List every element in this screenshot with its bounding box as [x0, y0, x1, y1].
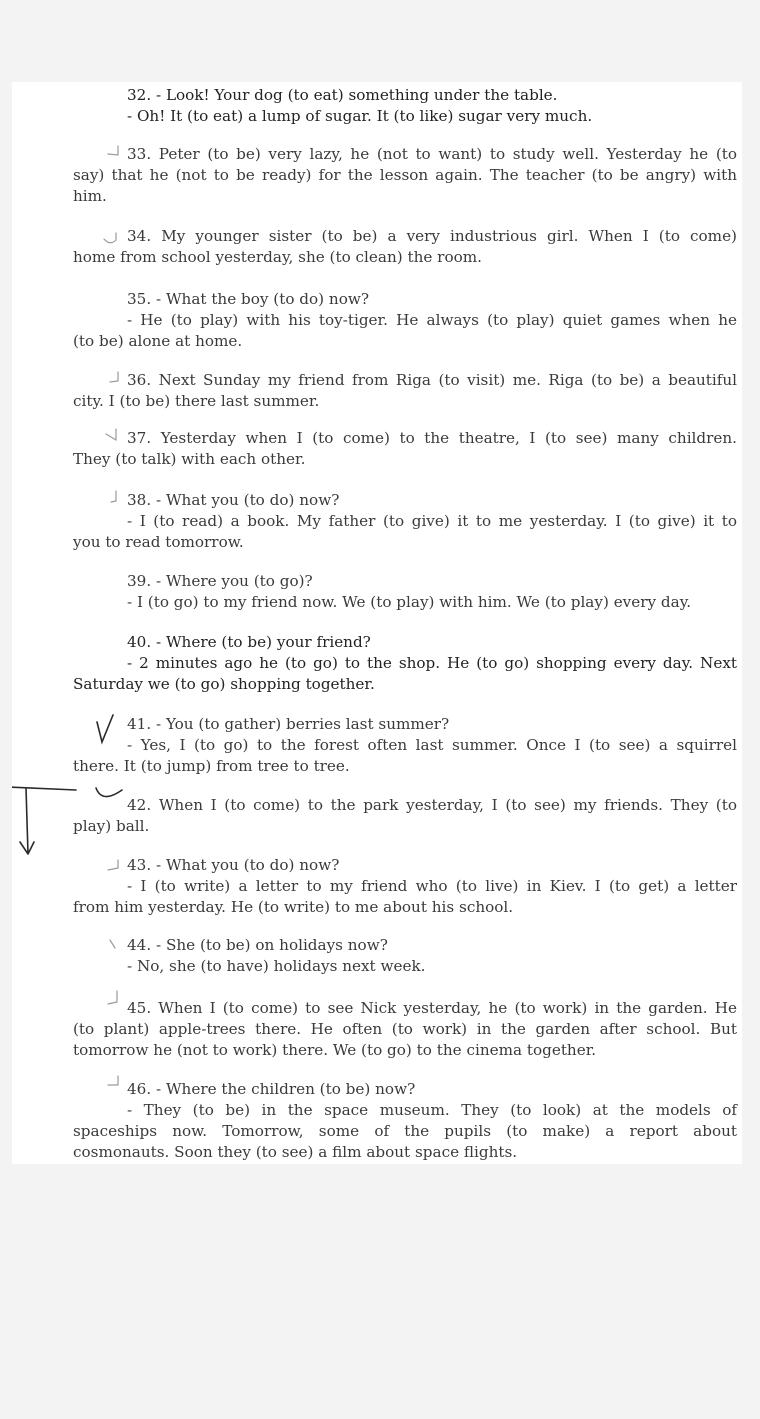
exercise-line: They (to talk) with each other. [73, 450, 306, 468]
exercise-46 [73, 1079, 737, 1163]
exercise-line: 36. Next Sunday my friend from Riga (to visit) me. Riga (to be) a beautiful [127, 371, 737, 389]
exercise-line: 44. - She (to be) on holidays now? [127, 936, 388, 954]
exercise-line: play) ball. [73, 817, 150, 835]
exercise-line: - 2 minutes ago he (to go) to the shop. He (to go) shopping every day. Next [127, 654, 737, 672]
exercise-line: Saturday we (to go) shopping together. [73, 675, 375, 693]
exercise-line: 35. - What the boy (to do) now? [127, 290, 369, 308]
exercise-line: there. It (to jump) from tree to tree. [73, 757, 350, 775]
exercise-34 [73, 226, 737, 268]
exercise-line: (to be) alone at home. [73, 332, 243, 350]
exercise-line: 33. Peter (to be) very lazy, he (not to want) to study well. Yesterday he (to [127, 145, 737, 163]
exercise-33 [73, 144, 737, 207]
exercise-44 [73, 935, 737, 977]
exercise-line: - Yes, I (to go) to the forest often last summer. Once I (to see) a squirrel [127, 736, 737, 754]
exercise-line: 41. - You (to gather) berries last summer? [127, 715, 450, 733]
exercise-line: home from school yesterday, she (to clean) the room. [73, 248, 482, 266]
exercise-line: 42. When I (to come) to the park yesterday, I (to see) my friends. They (to [127, 796, 737, 814]
exercise-39 [73, 571, 737, 613]
exercise-line: spaceships now. Tomorrow, some of the pupils (to make) a report about [73, 1122, 737, 1140]
exercise-line: 32. - Look! Your dog (to eat) something under the table. [127, 86, 558, 104]
exercise-line: 40. - Where (to be) your friend? [127, 633, 371, 651]
exercise-line: tomorrow he (not to work) there. We (to go) to the cinema together. [73, 1041, 597, 1059]
exercise-line: city. I (to be) there last summer. [73, 392, 320, 410]
exercise-line: 34. My younger sister (to be) a very industrious girl. When I (to come) [127, 227, 737, 245]
exercise-line: from him yesterday. He (to write) to me about his school. [73, 898, 514, 916]
exercise-line: - No, she (to have) holidays next week. [127, 957, 426, 975]
exercise-line: - I (to go) to my friend now. We (to play) with him. We (to play) every day. [127, 593, 692, 611]
exercise-line: 46. - Where the children (to be) now? [127, 1080, 416, 1098]
exercise-45 [73, 998, 737, 1061]
exercise-38 [73, 490, 737, 553]
exercise-41 [73, 714, 737, 777]
exercise-line: - They (to be) in the space museum. They (to look) at the models of [127, 1101, 737, 1119]
exercise-line: cosmonauts. Soon they (to see) a film about space flights. [73, 1143, 518, 1161]
exercise-line: - He (to play) with his toy-tiger. He always (to play) quiet games when he [127, 311, 737, 329]
exercise-32 [73, 85, 737, 127]
exercise-line: 43. - What you (to do) now? [127, 856, 340, 874]
exercise-line: 39. - Where you (to go)? [127, 572, 313, 590]
exercise-line: him. [73, 187, 107, 205]
exercise-37 [73, 428, 737, 470]
exercise-line: you to read tomorrow. [73, 533, 244, 551]
exercise-line: - I (to read) a book. My father (to give) it to me yesterday. I (to give) it to [127, 512, 737, 530]
worksheet-page [12, 82, 742, 1164]
exercise-42 [73, 795, 737, 837]
exercise-line: (to plant) apple-trees there. He often (to work) in the garden after school. But [73, 1020, 737, 1038]
exercise-40 [73, 632, 737, 695]
exercise-line: - I (to write) a letter to my friend who (to live) in Kiev. I (to get) a letter [127, 877, 737, 895]
exercise-line: 45. When I (to come) to see Nick yesterday, he (to work) in the garden. He [127, 999, 737, 1017]
exercise-35 [73, 289, 737, 352]
exercise-43 [73, 855, 737, 918]
exercise-line: say) that he (not to be ready) for the lesson again. The teacher (to be angry) with [73, 166, 737, 184]
exercise-line: 38. - What you (to do) now? [127, 491, 340, 509]
exercise-line: - Oh! It (to eat) a lump of sugar. It (to like) sugar very much. [127, 107, 593, 125]
exercise-36 [73, 370, 737, 412]
exercise-line: 37. Yesterday when I (to come) to the theatre, I (to see) many children. [127, 429, 737, 447]
